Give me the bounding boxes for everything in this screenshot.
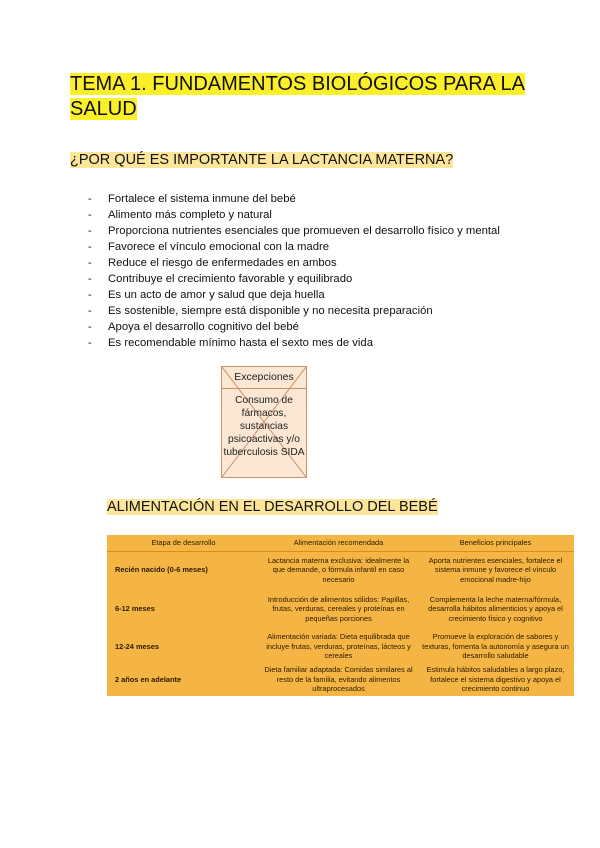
list-item: - Reduce el riesgo de enfermedades en ambos	[88, 255, 500, 271]
table-cell-stage: 12-24 meses	[115, 641, 159, 651]
table-cell-benefits: Complementa la leche materna/fórmula, desarrolla hábitos alimenticios y apoya el crecimiento físico y cognitivo	[428, 594, 563, 623]
table-cell-feeding: Dieta familiar adaptada: Comidas similares al resto de la familia, evitando alimentos ultraprocesados	[264, 665, 413, 694]
benefits-list	[88, 191, 500, 351]
list-item: - Es recomendable mínimo hasta el sexto mes de vida	[88, 335, 500, 351]
breastfeeding-question-heading: ¿POR QUÉ ES IMPORTANTE LA LACTANCIA MATERNA?	[70, 152, 454, 168]
table-cell-benefits: Promueve la exploración de sabores y texturas, fomenta la autonomía y asegura un desarrollo saludable	[422, 632, 569, 661]
list-item: - Proporciona nutrientes esenciales que promueven el desarrollo físico y mental	[88, 223, 500, 239]
exceptions-body: Consumo de fármacos, sustancias psicoactivas y/o tuberculosis SIDA	[223, 395, 305, 458]
table-cell-feeding: Alimentación variada: Dieta equilibrada que incluye frutas, verduras, proteínas, lácteos y cereales	[266, 632, 411, 661]
table-cell-stage: 2 años en adelante	[115, 674, 182, 684]
list-item: - Apoya el desarrollo cognitivo del bebé	[88, 319, 500, 335]
column-header-benefits: Beneficios principales	[417, 535, 574, 552]
table-cell-stage: Recién nacido (0-6 meses)	[115, 565, 208, 574]
table-cell-benefits: Estimula hábitos saludables a largo plazo, fortalece el sistema digestivo y apoya el crecimiento continuo	[426, 665, 565, 694]
column-header-feeding: Alimentación recomendada	[260, 535, 417, 552]
table-cell-benefits: Aporta nutrientes esenciales, fortalece el sistema inmune y favorece el vínculo emocional madre-hijo	[428, 555, 563, 584]
table-cell-feeding: Lactancia materna exclusiva: idealmente la que demande, o fórmula infantil en caso necesario	[267, 555, 410, 584]
document-title: TEMA 1. FUNDAMENTOS BIOLÓGICOS PARA LA SALUD	[70, 73, 525, 120]
column-header-stage: Etapa de desarrollo	[107, 535, 260, 552]
table-cell-stage: 6-12 meses	[115, 604, 155, 614]
list-item: - Es un acto de amor y salud que deja huella	[88, 287, 500, 303]
exceptions-box	[221, 366, 307, 478]
exceptions-header: Excepciones	[222, 367, 306, 389]
list-item: - Alimento más completo y natural	[88, 207, 500, 223]
list-item: - Fortalece el sistema inmune del bebé	[88, 191, 500, 207]
feeding-section-heading: ALIMENTACIÓN EN EL DESARROLLO DEL BEBÉ	[107, 499, 438, 515]
table-row	[107, 552, 574, 588]
list-item: - Contribuye el crecimiento favorable y equilibrado	[88, 271, 500, 287]
table-row	[107, 663, 574, 697]
list-item: - Es sostenible, siempre está disponible y no necesita preparación	[88, 303, 500, 319]
table-row	[107, 588, 574, 631]
feeding-table	[107, 535, 574, 696]
table-cell-feeding: Introducción de alimentos sólidos: Papillas, frutas, verduras, cereales y proteínas en pequeñas porciones	[267, 594, 410, 623]
list-item: - Favorece el vínculo emocional con la madre	[88, 239, 500, 255]
table-row	[107, 631, 574, 663]
